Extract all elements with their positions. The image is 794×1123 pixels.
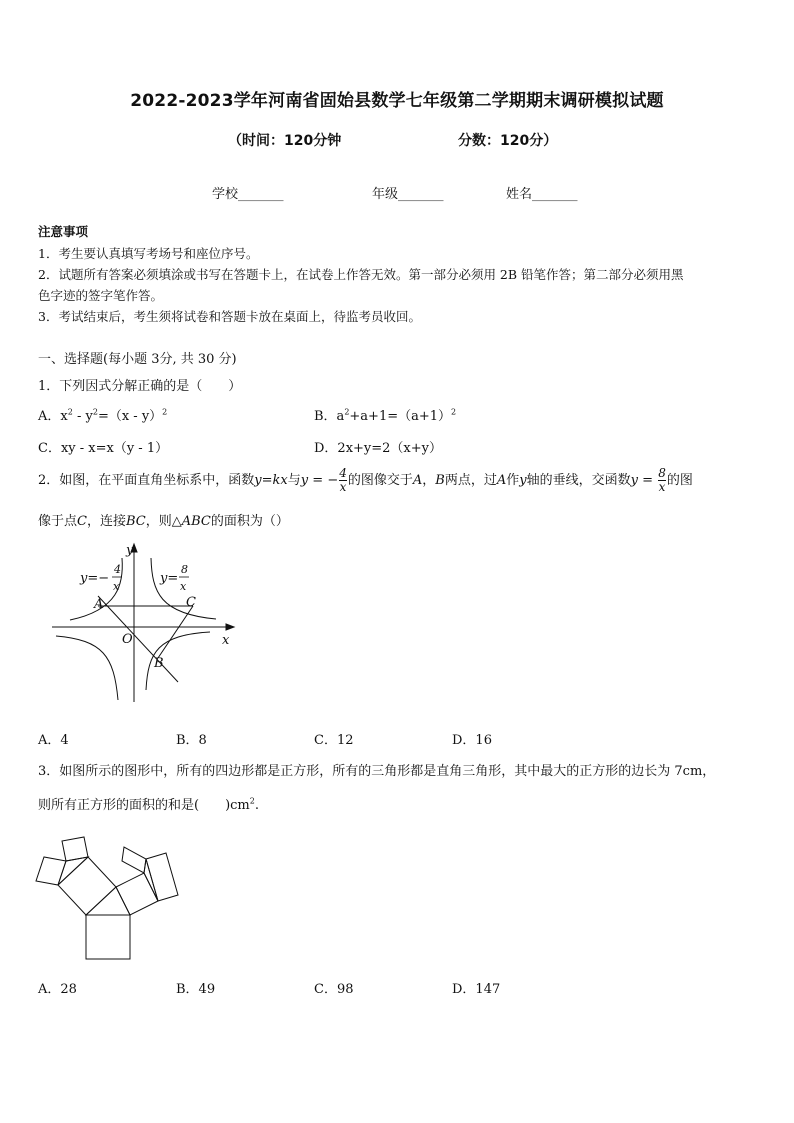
note-item: 1．考生要认真填写考场号和座位序号。 bbox=[38, 246, 259, 261]
eq-right-num: 8 bbox=[181, 563, 188, 576]
q2-option-a[interactable]: A．4 bbox=[38, 733, 69, 748]
eq-left-den: x bbox=[113, 580, 120, 593]
square-largest bbox=[86, 915, 130, 959]
q3-stem-line1: 3．如图所示的图形中，所有的四边形都是正方形，所有的三角形都是直角三角形，其中最大的正方形的边长为 7cm， bbox=[38, 764, 716, 779]
note-item: 色字迹的签字笔作答。 bbox=[38, 288, 164, 303]
q2-option-c[interactable]: C．12 bbox=[314, 733, 354, 748]
square-right-b bbox=[146, 853, 178, 901]
q3-option-c[interactable]: C．98 bbox=[314, 982, 354, 997]
curve-pos-q3 bbox=[56, 636, 118, 700]
square-left-a bbox=[36, 857, 66, 885]
line-kx bbox=[98, 596, 178, 682]
q1-option-b[interactable]: B．$a^2+a+1=(a+1)^2$ bbox=[314, 407, 457, 424]
x-axis-arrow bbox=[226, 624, 234, 630]
name-field[interactable]: 姓名_______ bbox=[506, 187, 578, 202]
section-heading: 一、选择题(每小题 3分, 共 30 分) bbox=[38, 352, 237, 367]
q1-option-c[interactable]: C．xy - x=x（y - 1） bbox=[38, 441, 169, 456]
eq-left-num: 4 bbox=[114, 563, 121, 576]
note-item: 3．考试结束后，考生须将试卷和答题卡放在桌面上，待监考员收回。 bbox=[38, 309, 421, 324]
school-field[interactable]: 学校_______ bbox=[212, 187, 284, 202]
q2-stem-line1: 2．如图，在平面直角坐标系中，函数y=kx与y = − $\frac{4}{x}$ 的图像交于A，B两点，过A作y轴的垂线，交函数y = $\frac{8}{x}$ 的图 bbox=[38, 466, 693, 494]
notes-heading: 注意事项 bbox=[38, 224, 89, 239]
square-right-a bbox=[122, 847, 146, 873]
eq-left-lhs: y=− bbox=[80, 571, 110, 586]
q1-option-a[interactable]: A．$x^2 - y^2=(x - y)^2$ bbox=[38, 407, 168, 424]
q2-option-b[interactable]: B．8 bbox=[176, 733, 207, 748]
page-title: 2022-2023学年河南省固始县数学七年级第二学期期末调研模拟试题 bbox=[130, 91, 664, 111]
segment-BC bbox=[158, 606, 193, 658]
point-B-label: B bbox=[154, 656, 164, 671]
q2-stem-line2: 像于点C，连接BC，则△ABC的面积为（） bbox=[38, 514, 289, 529]
q1-stem: 1．下列因式分解正确的是（ ） bbox=[38, 379, 242, 394]
q2-figure bbox=[48, 540, 238, 706]
q3-figure bbox=[30, 825, 190, 965]
q3-option-b[interactable]: B．49 bbox=[176, 982, 216, 997]
q3-stem-line2: 则所有正方形的面积的和是( )$cm^2$. bbox=[38, 796, 259, 813]
point-A-label: A bbox=[94, 597, 104, 612]
square-left bbox=[58, 857, 116, 915]
q3-option-d[interactable]: D．147 bbox=[452, 982, 501, 997]
q2-option-d[interactable]: D．16 bbox=[452, 733, 492, 748]
point-C-label: C bbox=[186, 595, 196, 610]
q1-option-d[interactable]: D．2x+y=2（x+y） bbox=[314, 441, 442, 456]
exam-time: （时间：120分钟 bbox=[228, 133, 342, 149]
eq-right-den: x bbox=[180, 580, 187, 593]
eq-right-lhs: y= bbox=[160, 571, 179, 586]
x-axis-label: x bbox=[222, 633, 230, 648]
exam-score: 分数：120分） bbox=[458, 133, 558, 149]
square-left-b bbox=[62, 837, 88, 861]
y-axis-label: y bbox=[126, 543, 134, 558]
grade-field[interactable]: 年级_______ bbox=[372, 187, 444, 202]
origin-label: O bbox=[122, 632, 133, 647]
note-item: 2．试题所有答案必须填涂或书写在答题卡上，在试卷上作答无效。第一部分必须用 2B 铅笔作答；第二部分必须用黑 bbox=[38, 267, 684, 282]
q3-option-a[interactable]: A．28 bbox=[38, 982, 77, 997]
